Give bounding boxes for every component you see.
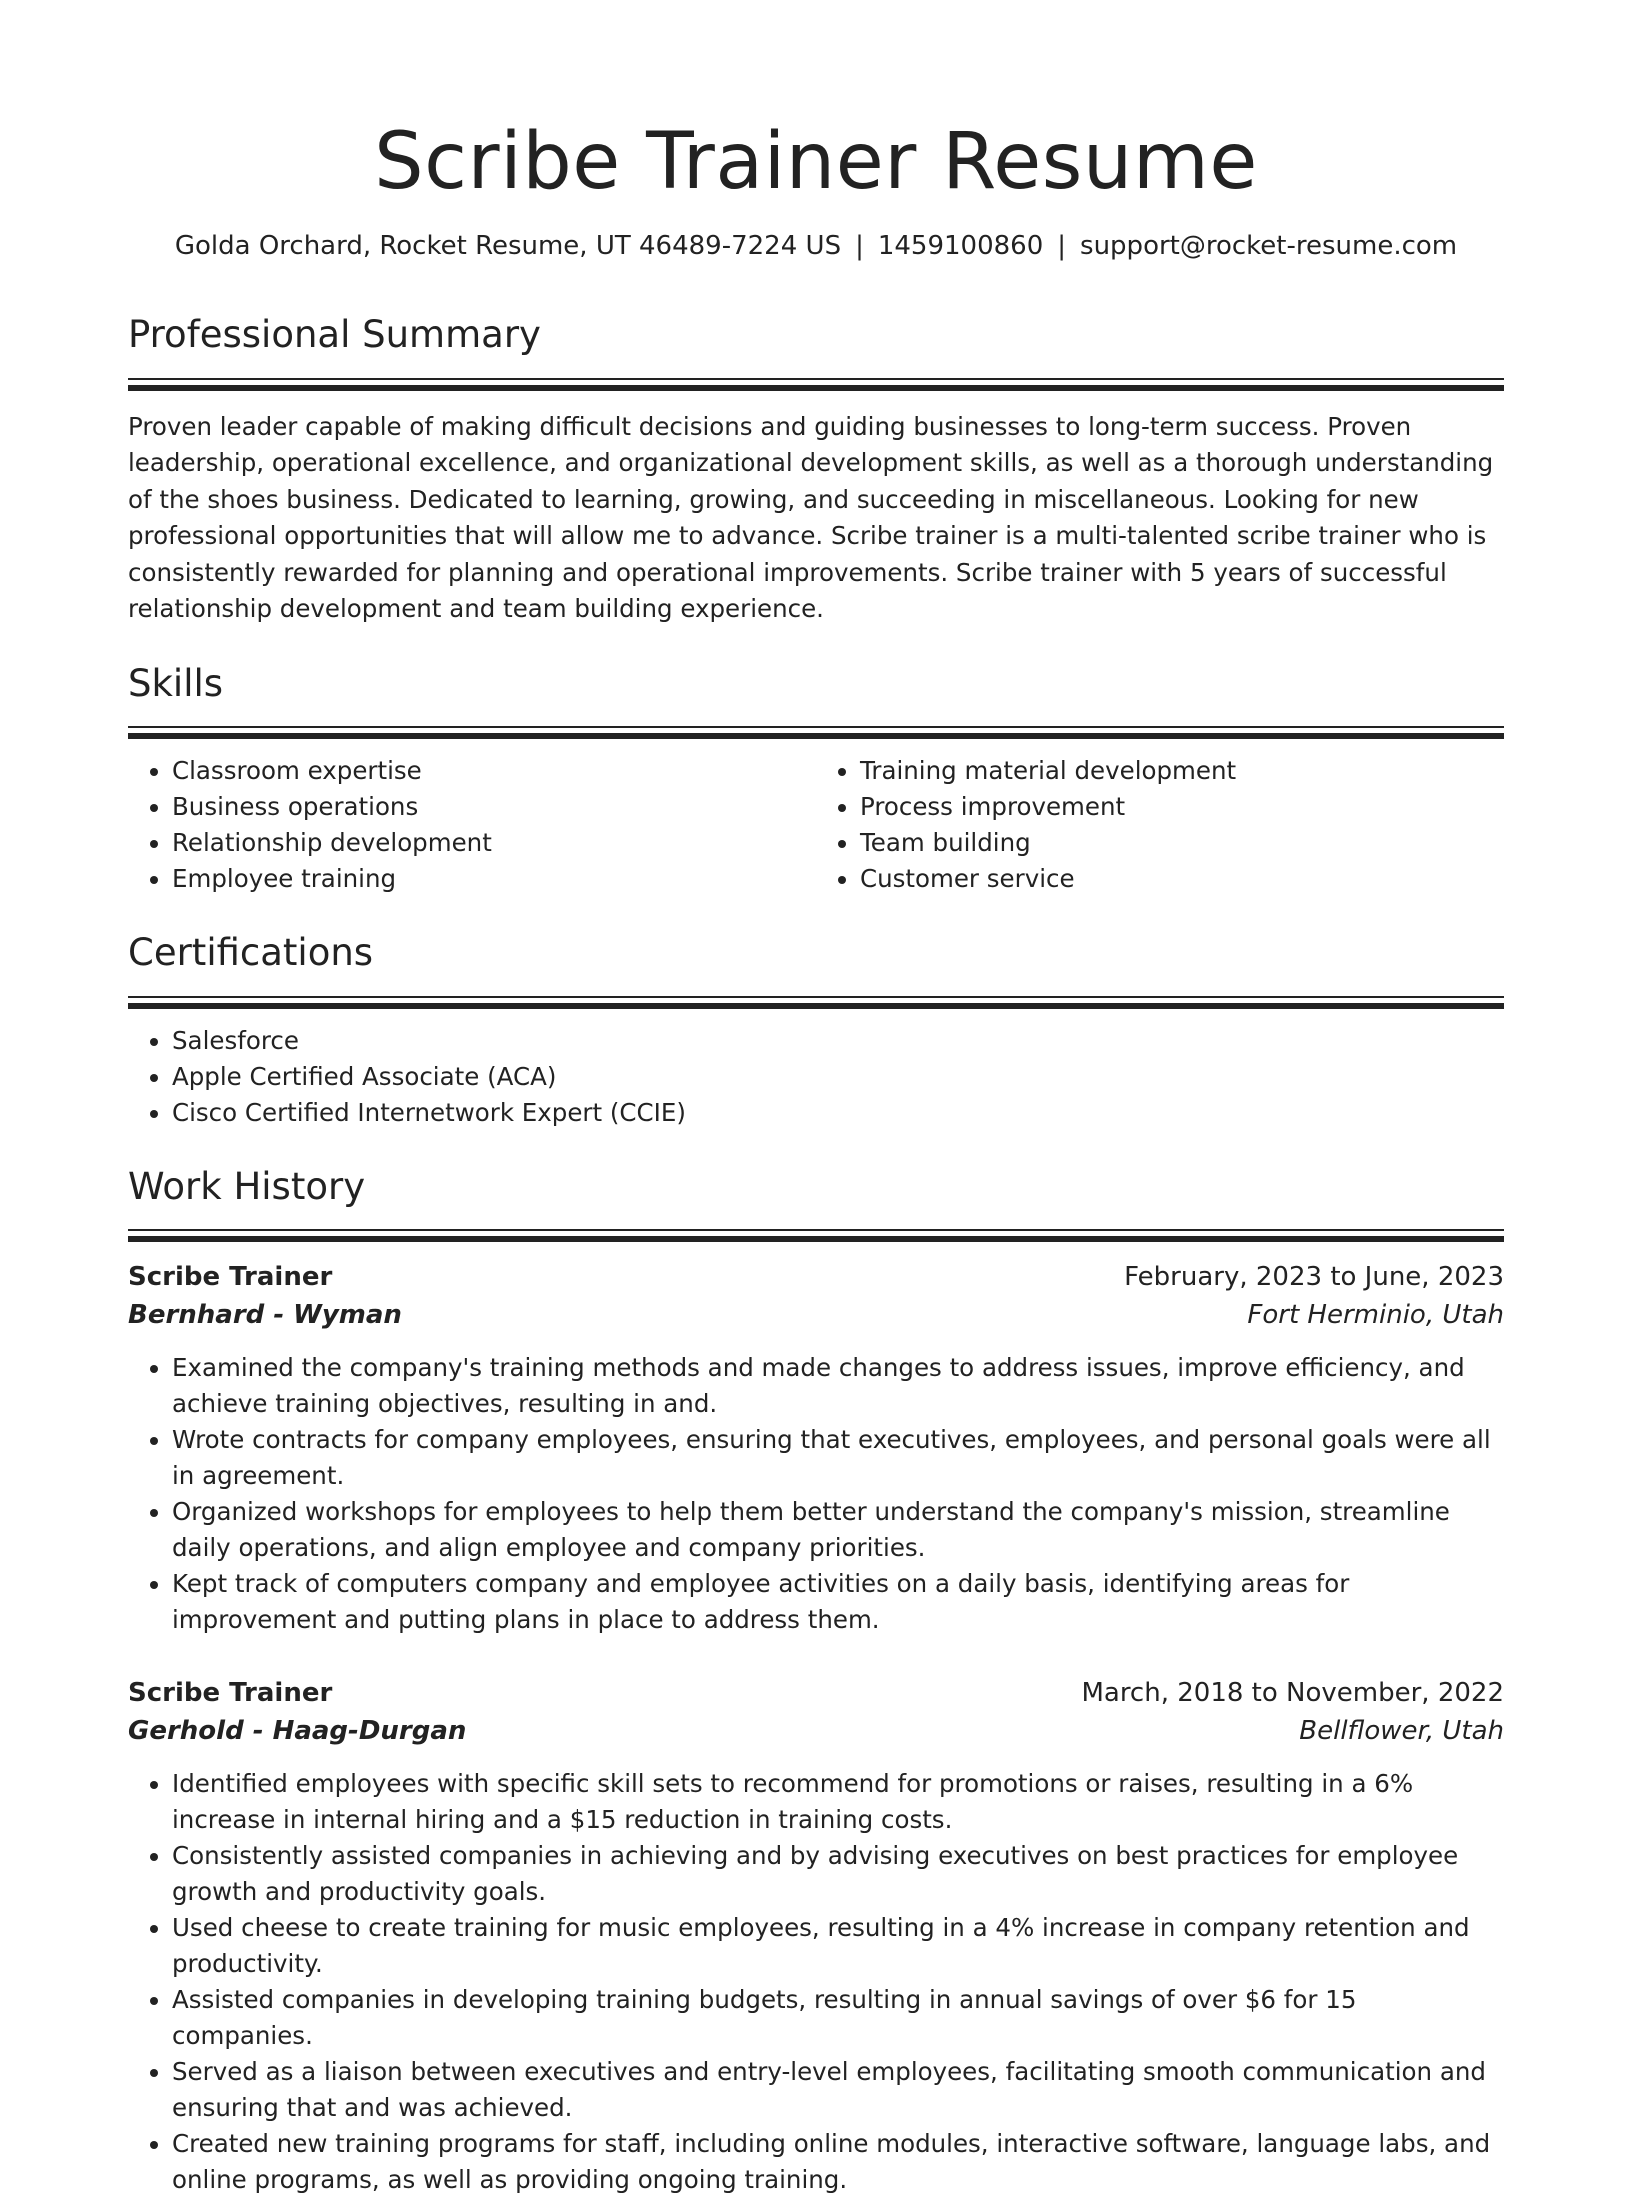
job-location: Bellflower, Utah <box>1299 1716 1504 1747</box>
skill-item: • Relationship development <box>172 825 816 861</box>
skills-section <box>128 662 1504 897</box>
job-title: Scribe Trainer <box>128 1262 333 1293</box>
skill-item: • Business operations <box>172 789 816 825</box>
job-bullet: • Used cheese to create training for music employees, resulting in a 4% increase in company retention and productivity. <box>172 1910 1504 1982</box>
job-title: Scribe Trainer <box>128 1678 333 1709</box>
job-bullet: • Consistently assisted companies in achieving and by advising executives on best practices for employee growth and productivity goals. <box>172 1838 1504 1910</box>
contact-separator: | <box>855 230 864 261</box>
contact-email: support@rocket-resume.com <box>1080 230 1458 261</box>
section-heading-summary: Professional Summary <box>128 313 541 357</box>
job-bullet: • Created new training programs for staff, including online modules, interactive software, language labs, and online programs, as well as providing ongoing training. <box>172 2126 1504 2198</box>
job-dates: March, 2018 to November, 2022 <box>1081 1678 1504 1709</box>
section-heading-skills: Skills <box>128 661 224 705</box>
certification-item: • Apple Certified Associate (ACA) <box>172 1059 1504 1095</box>
job-dates: February, 2023 to June, 2023 <box>1124 1262 1504 1293</box>
section-heading-work-history: Work History <box>128 1164 366 1208</box>
skill-item: • Process improvement <box>860 789 1504 825</box>
resume-title: Scribe Trainer Resume <box>374 117 1258 207</box>
job-company: Bernhard - Wyman <box>128 1300 402 1331</box>
summary-text: Proven leader capable of making difficult decisions and guiding businesses to long-term success. Proven leadership, operational excellence, and organizational development skills, as well as a thorough understanding of the shoes business. Dedicated to learning, growing, and succeeding in miscellaneous. Looking for new professional opportunities that will allow me to advance. Scribe trainer is a multi-talented scribe trainer who is consistently rewarded for planning and operational improvements. Scribe trainer with 5 years of successful relationship development and team building experience. <box>128 411 1494 624</box>
job-header-row <box>128 1258 1504 1296</box>
job-company-row <box>128 1712 1504 1750</box>
job-entry <box>128 1674 1504 2198</box>
skills-list-right <box>816 753 1504 897</box>
section-divider <box>128 378 1504 391</box>
contact-separator: | <box>1057 230 1067 261</box>
job-company: Gerhold - Haag-Durgan <box>128 1716 467 1747</box>
job-bullet: • Examined the company's training methods and made changes to address issues, improve efficiency, and achieve training objectives, resulting in and. <box>172 1350 1504 1422</box>
section-divider <box>128 726 1504 739</box>
skill-item: • Team building <box>860 825 1504 861</box>
job-bullet: • Assisted companies in developing training budgets, resulting in annual savings of over $6 for 15 companies. <box>172 1982 1504 2054</box>
section-divider <box>128 996 1504 1009</box>
section-heading-certifications: Certifications <box>128 931 374 975</box>
skill-item: • Employee training <box>172 861 816 897</box>
contact-phone: 1459100860 <box>877 230 1044 261</box>
job-location: Fort Herminio, Utah <box>1247 1300 1504 1331</box>
skill-item: • Classroom expertise <box>172 753 816 789</box>
job-bullet: • Kept track of computers company and employee activities on a daily basis, identifying areas for improvement and putting plans in place to address them. <box>172 1566 1504 1638</box>
work-history-section <box>128 1165 1504 2198</box>
job-bullet: • Wrote contracts for company employees, ensuring that executives, employees, and personal goals were all in agreement. <box>172 1422 1504 1494</box>
contact-line <box>128 230 1504 264</box>
skills-grid <box>128 753 1504 897</box>
job-bullets <box>128 1766 1504 2198</box>
contact-address: Golda Orchard, Rocket Resume, UT 46489-7224 US <box>174 230 842 261</box>
certifications-list <box>128 1023 1504 1131</box>
job-bullet: • Served as a liaison between executives and entry-level employees, facilitating smooth communication and ensuring that and was achieved. <box>172 2054 1504 2126</box>
skill-item: • Customer service <box>860 861 1504 897</box>
job-bullet: • Organized workshops for employees to help them better understand the company's mission, streamline daily operations, and align employee and company priorities. <box>172 1494 1504 1566</box>
job-company-row <box>128 1296 1504 1334</box>
job-bullet: • Identified employees with specific skill sets to recommend for promotions or raises, resulting in a 6% increase in internal hiring and a $15 reduction in training costs. <box>172 1766 1504 1838</box>
job-header-row <box>128 1674 1504 1712</box>
certification-item: • Salesforce <box>172 1023 1504 1059</box>
section-divider <box>128 1229 1504 1242</box>
skills-list-left <box>128 753 816 897</box>
job-entry <box>128 1258 1504 1638</box>
certification-item: • Cisco Certified Internetwork Expert (CCIE) <box>172 1095 1504 1131</box>
certifications-section <box>128 931 1504 1130</box>
job-bullets <box>128 1350 1504 1638</box>
professional-summary-section <box>128 313 1504 627</box>
skill-item: • Training material development <box>860 753 1504 789</box>
